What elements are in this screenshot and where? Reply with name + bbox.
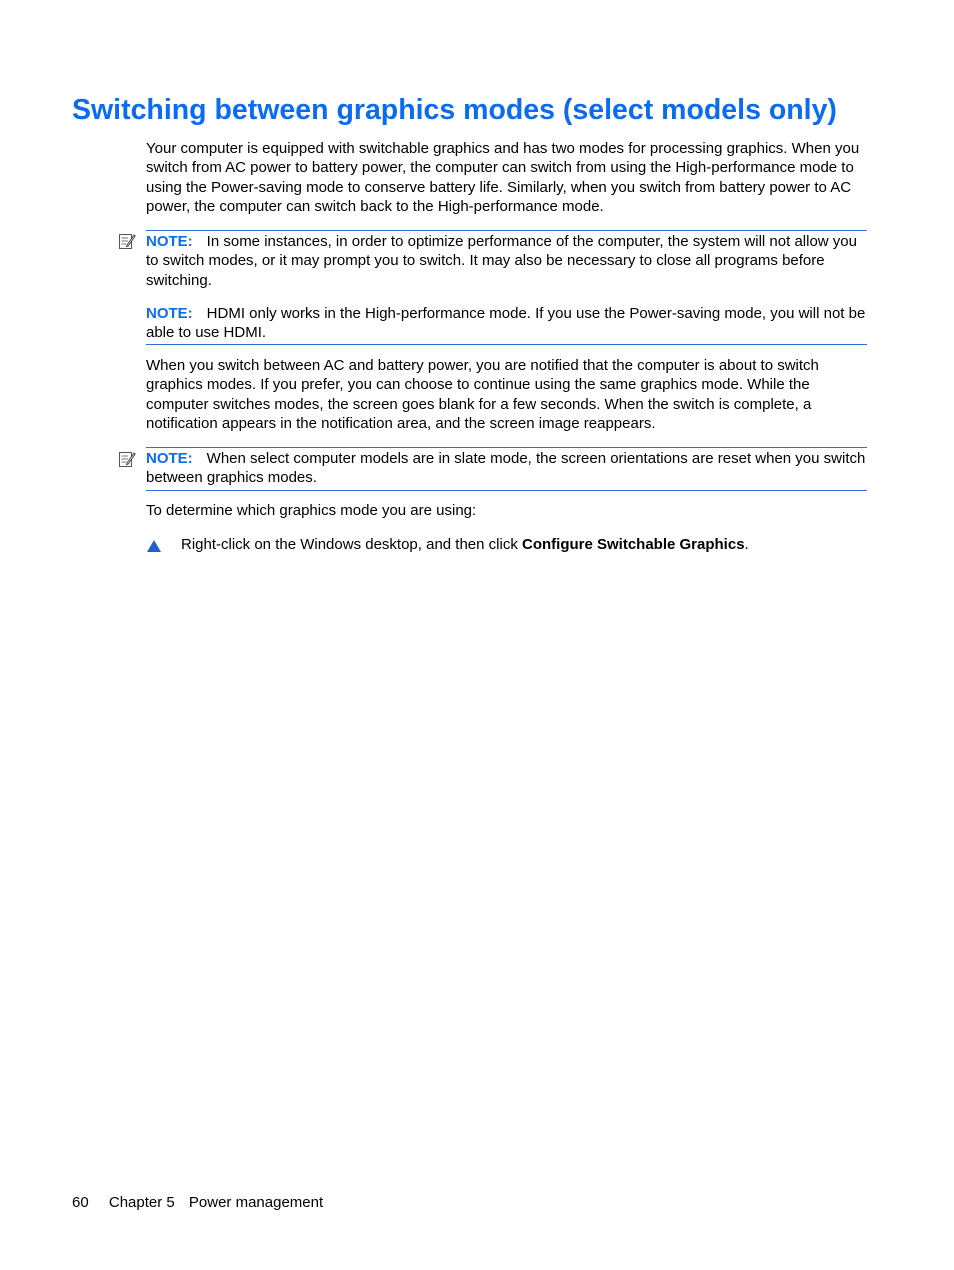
step-item [181, 535, 749, 554]
footer-section: Power management [188, 1194, 324, 1211]
step-suffix: . [744, 536, 749, 553]
note-3 [146, 449, 867, 488]
body-paragraph [146, 356, 867, 433]
footer-chapter: Chapter 5 [108, 1194, 175, 1211]
step-command: Configure Switchable Graphics [522, 536, 745, 553]
body-2-text: When you switch between AC and battery power, you are notified that the computer is about to switch graphics modes. If you prefer, you can choose to continue using the same graphics mode. While the computer switches modes, the screen goes blank for a few seconds. When the switch is complete, a notification appears in the notification area, and the screen image reappears. [146, 357, 819, 432]
note-2-text: HDMI only works in the High-performance mode. If you use the Power-saving mode, you will not be able to use HDMI. [146, 304, 866, 342]
note-1-label: NOTE: [146, 233, 193, 250]
page-title: Switching between graphics modes (select models only) [72, 94, 837, 126]
intro-paragraph [146, 139, 867, 216]
page-footer [72, 1193, 323, 1212]
note-1-text: In some instances, in order to optimize performance of the computer, the system will not allow you to switch modes, or it may prompt you to switch. It may also be necessary to close all programs before switching. [146, 233, 857, 289]
note-3-label: NOTE: [146, 450, 193, 467]
page-number: 60 [72, 1194, 89, 1211]
step-prefix: Right-click on the Windows desktop, and then click [181, 536, 522, 553]
note-1 [146, 232, 867, 290]
determine-text: To determine which graphics mode you are using: [146, 502, 477, 519]
note-pencil-icon [118, 450, 136, 468]
note-2-label: NOTE: [146, 304, 193, 322]
note-2 [146, 304, 867, 343]
note-group-1 [146, 230, 867, 345]
intro-text: Your computer is equipped with switchable graphics and has two modes for processing graphics. When you switch from AC power to battery power, the computer can switch from using the High-performance mode to using the Power-saving mode to conserve battery life. Similarly, when you switch from battery power to AC power, the computer can switch back to the High-performance mode. [146, 140, 860, 215]
triangle-bullet-icon [146, 538, 162, 554]
note-3-text: When select computer models are in slate mode, the screen orientations are reset when you switch between graphics modes. [146, 450, 866, 487]
determine-paragraph [146, 501, 867, 520]
note-pencil-icon [118, 232, 136, 250]
note-group-2 [146, 447, 867, 491]
